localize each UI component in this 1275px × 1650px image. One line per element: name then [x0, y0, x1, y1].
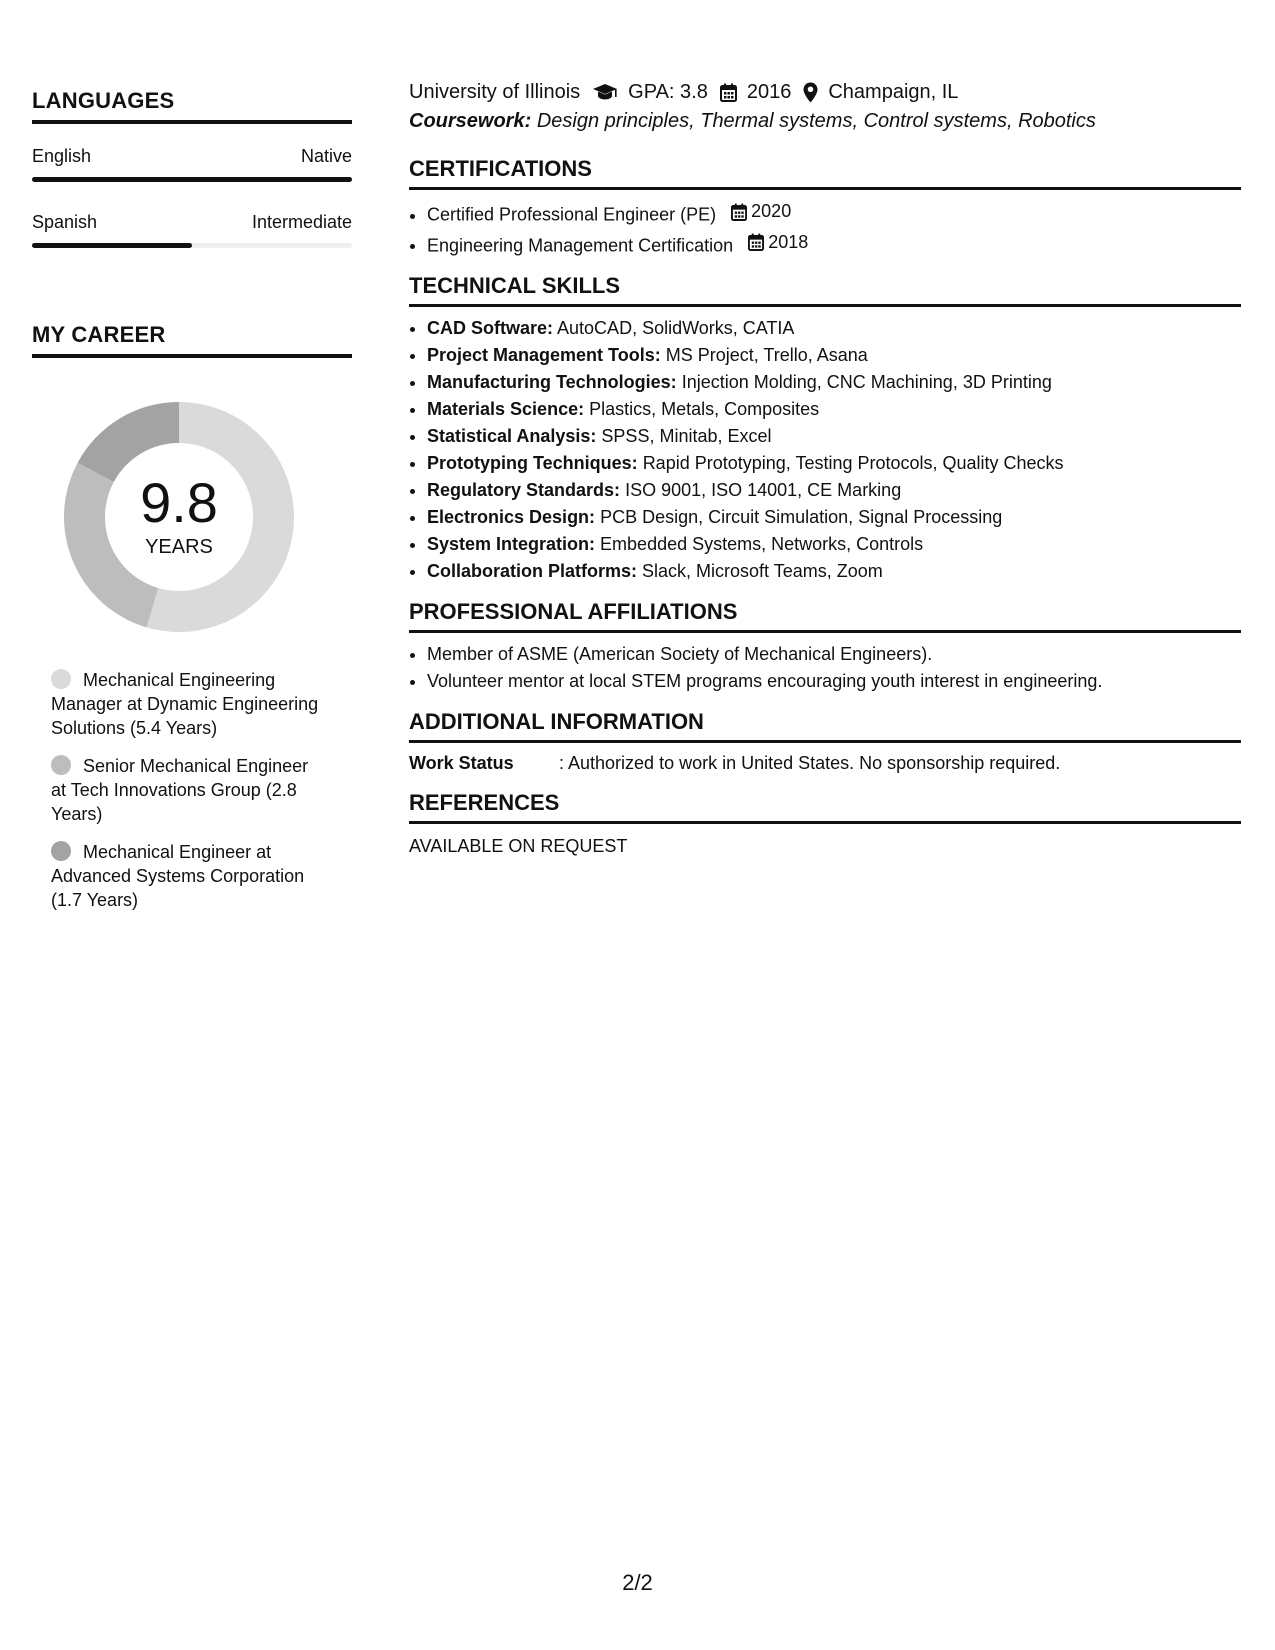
skill-item	[427, 396, 1241, 423]
legend-label: Mechanical Engineering Manager at Dynamic Engineering Solutions (5.4 Years)	[51, 670, 319, 738]
work-status	[409, 753, 1241, 774]
skill-label: Collaboration Platforms:	[427, 561, 638, 581]
skill-item	[427, 504, 1241, 531]
skill-value: Rapid Prototyping, Testing Protocols, Quality Checks	[642, 453, 1064, 473]
education-school: University of Illinois	[409, 81, 581, 103]
technical-skills-title: TECHNICAL SKILLS	[409, 273, 1241, 307]
skill-item	[427, 342, 1241, 369]
career-total-unit: YEARS	[145, 536, 213, 558]
certification-name: Certified Professional Engineer (PE)	[427, 204, 717, 225]
certification-name: Engineering Management Certification	[427, 235, 734, 255]
certifications-title: CERTIFICATIONS	[409, 156, 1241, 190]
skill-value: MS Project, Trello, Asana	[665, 345, 868, 365]
graduation-cap-icon	[592, 83, 618, 101]
language-level: Intermediate	[251, 212, 352, 232]
skill-value: ISO 9001, ISO 14001, CE Marking	[625, 480, 902, 500]
career-legend	[51, 668, 326, 912]
work-status-label: Work Status	[409, 753, 514, 773]
skill-label: CAD Software:	[427, 318, 554, 338]
certification-item	[427, 229, 1241, 260]
career-donut-chart	[64, 402, 294, 632]
skill-item	[427, 558, 1241, 585]
language-level: Native	[300, 146, 352, 166]
skill-label: Manufacturing Technologies:	[427, 372, 677, 392]
skill-value: Slack, Microsoft Teams, Zoom	[642, 561, 883, 581]
certifications-list	[409, 198, 1241, 259]
language-item-spanish	[32, 212, 352, 248]
coursework-label: Coursework:	[409, 110, 532, 132]
skill-value: Embedded Systems, Networks, Controls	[600, 534, 924, 554]
certification-item	[427, 198, 1241, 229]
legend-label: Senior Mechanical Engineer at Tech Innovations Group (2.8 Years)	[51, 756, 309, 824]
skill-value: PCB Design, Circuit Simulation, Signal Processing	[600, 507, 1003, 527]
references-text: AVAILABLE ON REQUEST	[409, 836, 628, 856]
skill-label: Statistical Analysis:	[427, 426, 597, 446]
skill-item	[427, 315, 1241, 342]
language-proficiency-fill	[32, 243, 192, 248]
calendar-icon	[720, 83, 737, 102]
skill-value: Plastics, Metals, Composites	[589, 399, 820, 419]
language-proficiency-bar	[32, 243, 352, 248]
career-total-years: 9.8	[140, 471, 218, 534]
additional-info-title: ADDITIONAL INFORMATION	[409, 709, 1241, 743]
skill-item	[427, 423, 1241, 450]
skill-item	[427, 477, 1241, 504]
affiliations-title: PROFESSIONAL AFFILIATIONS	[409, 599, 1241, 633]
legend-swatch	[51, 841, 71, 861]
skill-item	[427, 450, 1241, 477]
skill-label: Materials Science:	[427, 399, 585, 419]
skill-label: Project Management Tools:	[427, 345, 661, 365]
right-column	[409, 78, 1241, 857]
career-legend-item	[51, 754, 326, 826]
languages-title: LANGUAGES	[32, 88, 352, 124]
certification-year: 2020	[751, 201, 792, 221]
left-column	[32, 88, 352, 926]
skill-label: Electronics Design:	[427, 507, 596, 527]
location-pin-icon	[803, 82, 818, 103]
skill-label: Prototyping Techniques:	[427, 453, 638, 473]
certification-year: 2018	[768, 231, 809, 252]
language-item-english	[32, 146, 352, 182]
education-line	[409, 78, 1241, 106]
career-title: MY CAREER	[32, 322, 352, 358]
skill-label: System Integration:	[427, 534, 596, 554]
education-coursework	[409, 106, 1241, 136]
skill-value: Injection Molding, CNC Machining, 3D Printing	[681, 372, 1052, 392]
references-title: REFERENCES	[409, 790, 1241, 824]
language-name: Spanish	[32, 212, 98, 232]
language-name: English	[32, 146, 92, 166]
skill-item	[427, 531, 1241, 558]
page-number: 2/2	[622, 1570, 653, 1595]
language-proficiency-fill	[32, 177, 352, 182]
affiliation-item: • Member of ASME (American Society of Mechanical Engineers).	[427, 641, 1241, 668]
legend-label: Mechanical Engineer at Advanced Systems Corporation (1.7 Years)	[51, 842, 305, 910]
work-status-value: : Authorized to work in United States. No sponsorship required.	[559, 753, 1061, 773]
affiliations-list	[409, 641, 1241, 695]
education-location: Champaign, IL	[828, 81, 959, 103]
legend-swatch	[51, 755, 71, 775]
skill-value: AutoCAD, SolidWorks, CATIA	[557, 318, 795, 338]
calendar-icon	[731, 203, 747, 221]
education-year: 2016	[746, 81, 792, 103]
technical-skills-list	[409, 315, 1241, 585]
skill-item	[427, 369, 1241, 396]
calendar-icon	[748, 233, 764, 251]
career-legend-item	[51, 668, 326, 740]
legend-swatch	[51, 669, 71, 689]
affiliation-item: • Volunteer mentor at local STEM programs encouraging youth interest in engineering.	[427, 668, 1241, 695]
education-gpa: GPA: 3.8	[628, 81, 708, 103]
career-legend-item	[51, 840, 326, 912]
language-proficiency-bar	[32, 177, 352, 182]
skill-value: SPSS, Minitab, Excel	[601, 426, 772, 446]
coursework-value: Design principles, Thermal systems, Control systems, Robotics	[536, 110, 1096, 132]
skill-label: Regulatory Standards:	[427, 480, 621, 500]
